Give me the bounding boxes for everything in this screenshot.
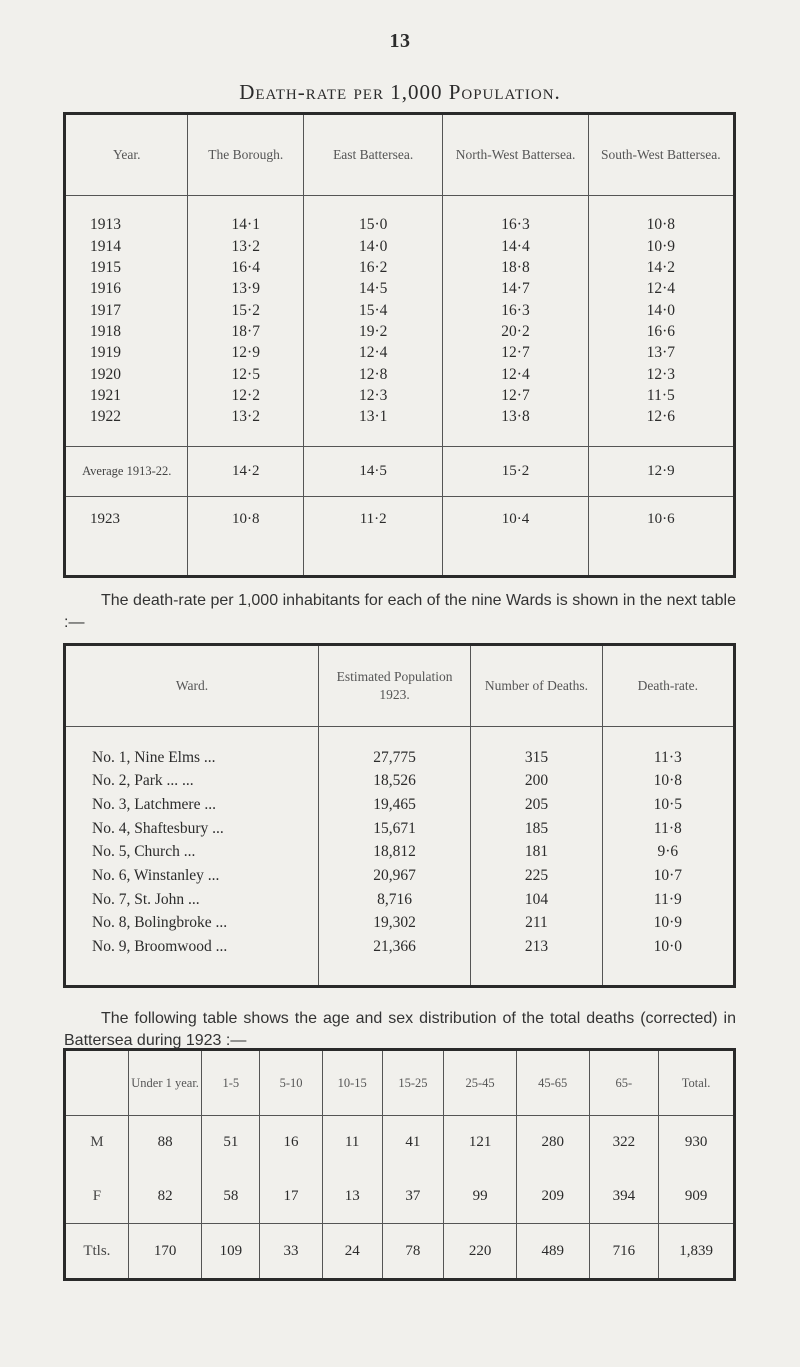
death-rate-cell: 10·0: [602, 935, 734, 959]
death-rate-table: [63, 112, 736, 578]
table-row: [65, 793, 735, 817]
ward-name-cell: No. 6, Winstanley ...: [92, 866, 220, 884]
column-header: Under 1 year.: [128, 1050, 202, 1116]
count-cell: 33: [260, 1224, 323, 1280]
rate-cell: 20·2: [443, 321, 588, 342]
year-cell: 1918: [90, 323, 121, 341]
population-cell: 20,967: [318, 864, 470, 888]
deaths-cell: 200: [471, 769, 602, 793]
population-cell: 27,775: [318, 746, 470, 770]
death-rate-cell: 11·3: [602, 746, 734, 770]
count-cell: 99: [444, 1170, 517, 1224]
rate-cell: 12·9: [188, 342, 304, 363]
rate-cell: 12·3: [304, 385, 443, 406]
year-cell: 1920: [90, 365, 121, 383]
ward-name-cell: No. 1, Nine Elms ...: [92, 748, 216, 766]
table-row: [65, 769, 735, 793]
rate-cell: 15·2: [188, 300, 304, 321]
rate-cell: 16·3: [443, 300, 588, 321]
count-cell: 24: [322, 1224, 382, 1280]
ward-name-cell: No. 3, Latchmere ...: [92, 796, 216, 814]
sex-label-cell: M: [90, 1134, 104, 1151]
rate-cell: 14·5: [304, 278, 443, 299]
count-cell: 78: [382, 1224, 444, 1280]
count-cell: 121: [444, 1116, 517, 1170]
rate-cell: 14·4: [443, 236, 588, 257]
year-cell: 1917: [90, 301, 121, 319]
table-row: [65, 1224, 735, 1280]
age-sex-table: [63, 1048, 736, 1281]
table-row: [65, 278, 735, 299]
table-header-row: [65, 1050, 735, 1116]
column-header: Death-rate.: [602, 645, 734, 727]
death-rate-cell: 10·7: [602, 864, 734, 888]
rate-cell: 14·2: [588, 257, 734, 278]
column-header: The Borough.: [188, 114, 304, 196]
table-row: [65, 1170, 735, 1224]
rate-cell: 12·3: [588, 364, 734, 385]
table-row: [65, 864, 735, 888]
rate-cell: 12·4: [443, 364, 588, 385]
rate-cell: 19·2: [304, 321, 443, 342]
column-header: [65, 1050, 129, 1116]
rate-cell: 16·3: [443, 214, 588, 235]
column-header: Year.: [112, 147, 141, 162]
table-row: [65, 300, 735, 321]
rate-cell: 10·9: [588, 236, 734, 257]
count-cell: 280: [516, 1116, 589, 1170]
age-sex-intro-paragraph: The following table shows the age and sex distribution of the total deaths (corrected) in Battersea during 1923 :—: [64, 1010, 736, 1049]
rate-cell: 10·6: [588, 496, 734, 576]
ward-name-cell: No. 5, Church ...: [92, 843, 196, 861]
rate-cell: 13·9: [188, 278, 304, 299]
year-cell: 1915: [90, 259, 121, 277]
rate-cell: 13·8: [443, 406, 588, 427]
column-header: 1-5: [202, 1050, 260, 1116]
rate-cell: 12·7: [443, 385, 588, 406]
population-cell: 18,812: [318, 840, 470, 864]
rate-cell: 10·8: [188, 496, 304, 576]
count-cell: 88: [128, 1116, 202, 1170]
rate-cell: 15·0: [304, 214, 443, 235]
table-row: [65, 364, 735, 385]
year-cell: 1919: [90, 344, 121, 362]
average-rate-cell: 14·2: [188, 446, 304, 496]
count-cell: 41: [382, 1116, 444, 1170]
death-rate-cell: 10·8: [602, 769, 734, 793]
deaths-cell: 181: [471, 840, 602, 864]
column-header: 5-10: [260, 1050, 323, 1116]
count-cell: 716: [589, 1224, 659, 1280]
year-cell: 1913: [90, 216, 121, 234]
rate-cell: 12·6: [588, 406, 734, 427]
rate-cell: 14·1: [188, 214, 304, 235]
rate-cell: 14·0: [304, 236, 443, 257]
count-cell: 16: [260, 1116, 323, 1170]
rate-cell: 13·1: [304, 406, 443, 427]
average-rate-cell: 14·5: [304, 446, 443, 496]
sex-label-cell: Ttls.: [83, 1242, 111, 1259]
table-row: [65, 840, 735, 864]
rate-cell: 15·4: [304, 300, 443, 321]
death-rate-cell: 11·8: [602, 816, 734, 840]
column-header: Number of Deaths.: [471, 645, 602, 727]
table-row: [65, 816, 735, 840]
count-cell: 394: [589, 1170, 659, 1224]
count-cell: 220: [444, 1224, 517, 1280]
count-cell: 58: [202, 1170, 260, 1224]
column-header: 65-: [589, 1050, 659, 1116]
column-header: North-West Battersea.: [443, 114, 588, 196]
rate-cell: 13·2: [188, 236, 304, 257]
rate-cell: 16·4: [188, 257, 304, 278]
column-header: South-West Battersea.: [588, 114, 734, 196]
rate-cell: 12·5: [188, 364, 304, 385]
count-cell: 170: [128, 1224, 202, 1280]
table-row: [65, 746, 735, 770]
deaths-cell: 225: [471, 864, 602, 888]
rate-cell: 13·2: [188, 406, 304, 427]
ward-name-cell: No. 7, St. John ...: [92, 890, 200, 908]
count-cell: 489: [516, 1224, 589, 1280]
rate-cell: 11·2: [304, 496, 443, 576]
count-cell: 82: [128, 1170, 202, 1224]
population-cell: 15,671: [318, 816, 470, 840]
rate-cell: 18·8: [443, 257, 588, 278]
death-rate-cell: 10·5: [602, 793, 734, 817]
ward-death-rate-table: [63, 643, 736, 988]
table-row: [65, 342, 735, 363]
death-rate-cell: 11·9: [602, 887, 734, 911]
rate-cell: 16·2: [304, 257, 443, 278]
table-row: [65, 935, 735, 959]
table-row: [65, 406, 735, 427]
population-cell: 19,465: [318, 793, 470, 817]
rate-cell: 10·4: [443, 496, 588, 576]
count-cell: 37: [382, 1170, 444, 1224]
column-header: Ward.: [175, 678, 209, 693]
count-cell: 109: [202, 1224, 260, 1280]
column-header: 10-15: [322, 1050, 382, 1116]
table-row: [65, 1116, 735, 1170]
count-cell: 930: [659, 1116, 735, 1170]
count-cell: 51: [202, 1116, 260, 1170]
year-1923-row: [65, 496, 735, 576]
population-cell: 21,366: [318, 935, 470, 959]
count-cell: 1,839: [659, 1224, 735, 1280]
rate-cell: 12·4: [588, 278, 734, 299]
count-cell: 13: [322, 1170, 382, 1224]
deaths-cell: 315: [471, 746, 602, 770]
ward-name-cell: No. 2, Park ... ...: [92, 772, 194, 790]
death-rate-cell: 10·9: [602, 911, 734, 935]
rate-cell: 16·6: [588, 321, 734, 342]
count-cell: 322: [589, 1116, 659, 1170]
table-row: [65, 385, 735, 406]
deaths-cell: 185: [471, 816, 602, 840]
column-header: 45-65: [516, 1050, 589, 1116]
year-cell: 1921: [90, 387, 121, 405]
year-cell: 1914: [90, 237, 121, 255]
deaths-cell: 213: [471, 935, 602, 959]
table-header-row: [65, 645, 735, 727]
year-cell: 1916: [90, 280, 121, 298]
rate-cell: 14·7: [443, 278, 588, 299]
table-row: [65, 214, 735, 235]
table-row: [65, 911, 735, 935]
rate-cell: 12·7: [443, 342, 588, 363]
rate-cell: 11·5: [588, 385, 734, 406]
population-cell: 19,302: [318, 911, 470, 935]
average-rate-cell: 15·2: [443, 446, 588, 496]
rate-cell: 12·8: [304, 364, 443, 385]
table-row: [65, 887, 735, 911]
population-cell: 18,526: [318, 769, 470, 793]
count-cell: 11: [322, 1116, 382, 1170]
table-row: [65, 321, 735, 342]
column-header: East Battersea.: [304, 114, 443, 196]
average-rate-cell: 12·9: [588, 446, 734, 496]
sex-label-cell: F: [92, 1187, 102, 1204]
rate-cell: 12·2: [188, 385, 304, 406]
table-row: [65, 236, 735, 257]
death-rate-cell: 9·6: [602, 840, 734, 864]
rate-cell: 13·7: [588, 342, 734, 363]
death-rate-title: Death-rate per 1,000 Population.: [239, 80, 561, 104]
count-cell: 209: [516, 1170, 589, 1224]
deaths-cell: 104: [471, 887, 602, 911]
ward-name-cell: No. 8, Bolingbroke ...: [92, 914, 228, 932]
year-cell: 1922: [90, 408, 121, 426]
page-number: 13: [389, 30, 411, 52]
table-row: [65, 257, 735, 278]
deaths-cell: 205: [471, 793, 602, 817]
count-cell: 17: [260, 1170, 323, 1224]
rate-cell: 10·8: [588, 214, 734, 235]
count-cell: 909: [659, 1170, 735, 1224]
rate-cell: 18·7: [188, 321, 304, 342]
column-header: Total.: [659, 1050, 735, 1116]
column-header: 15-25: [382, 1050, 444, 1116]
average-row: [65, 446, 735, 496]
column-header: Estimated Population 1923.: [318, 645, 470, 727]
population-cell: 8,716: [318, 887, 470, 911]
rate-cell: 14·0: [588, 300, 734, 321]
rate-cell: 12·4: [304, 342, 443, 363]
ward-name-cell: No. 9, Broomwood ...: [92, 937, 228, 955]
column-header: 25-45: [444, 1050, 517, 1116]
average-label: Average 1913-22.: [82, 464, 172, 479]
year-cell: 1923: [90, 510, 120, 527]
deaths-cell: 211: [471, 911, 602, 935]
ward-name-cell: No. 4, Shaftesbury ...: [92, 819, 224, 837]
ward-intro-paragraph: The death-rate per 1,000 inhabitants for each of the nine Wards is shown in the next table :—: [64, 592, 736, 631]
table-header-row: [65, 114, 735, 196]
